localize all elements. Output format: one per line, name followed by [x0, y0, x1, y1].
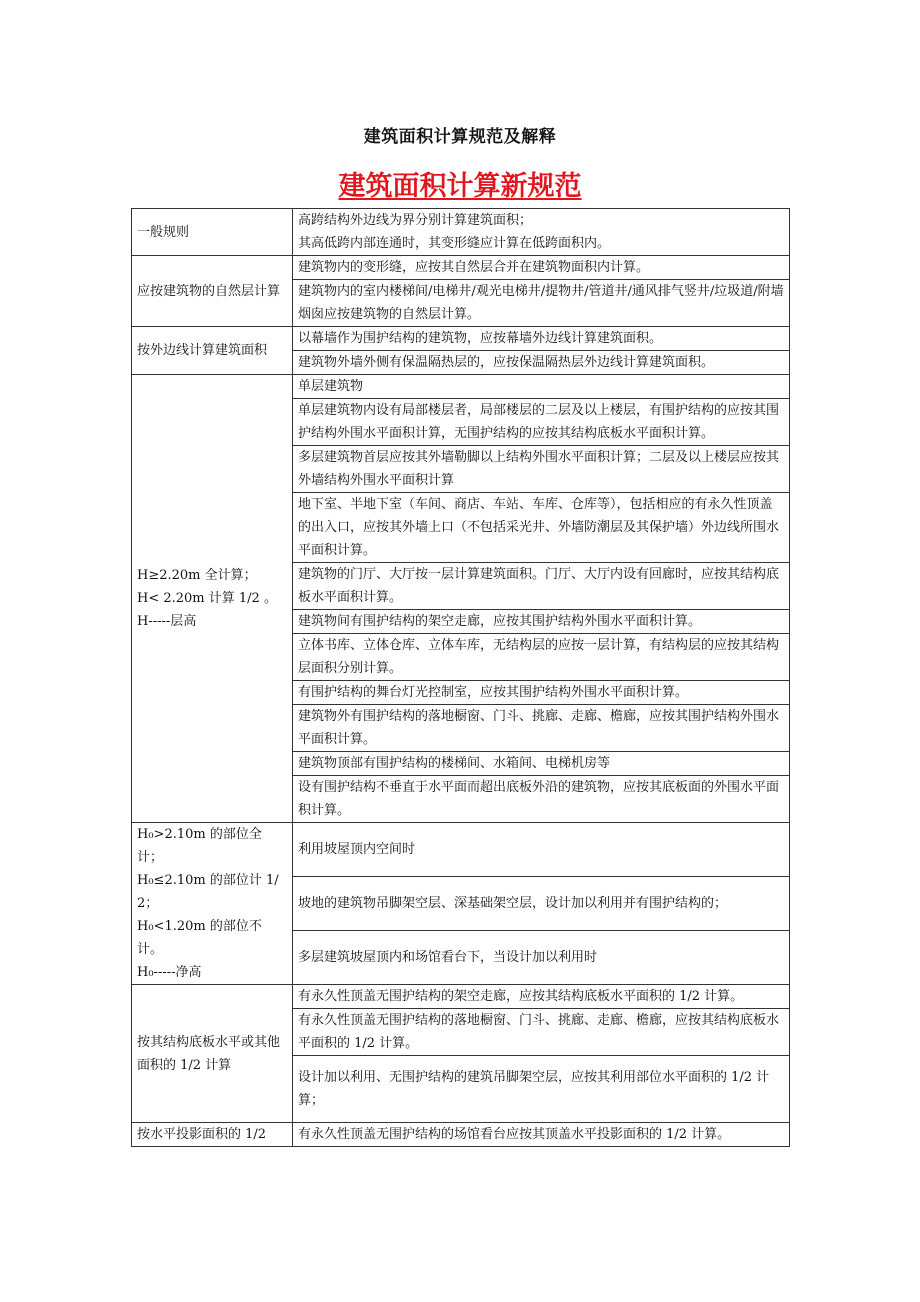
document-title: 建筑面积计算规范及解释	[363, 127, 557, 147]
rules-table-body	[132, 209, 790, 1147]
rule-item: 多层建筑坡屋顶内和场馆看台下，当设计加以利用时	[293, 931, 790, 985]
rule-category: H₀>2.10m 的部位全计； H₀≤2.10m 的部位计 1/2； H₀<1.20m 的部位不计。 H₀-----净高	[132, 823, 293, 985]
rule-item: 建筑物外有围护结构的落地橱窗、门斗、挑廊、走廊、檐廊，应按其围护结构外围水平面积计算。	[293, 705, 790, 752]
rule-item: 地下室、半地下室（车间、商店、车站、车库、仓库等），包括相应的有永久性顶盖的出入口，应按其外墙上口（不包括采光井、外墙防潮层及其保护墙）外边线所围水平面积计算。	[293, 493, 790, 563]
table-row	[132, 327, 790, 351]
rule-item: 有永久性顶盖无围护结构的落地橱窗、门斗、挑廊、走廊、檐廊，应按其结构底板水平面积的 1/2 计算。	[293, 1009, 790, 1056]
rule-item: 设有围护结构不垂直于水平面而超出底板外沿的建筑物，应按其底板面的外围水平面积计算。	[293, 776, 790, 823]
table-row	[132, 256, 790, 280]
rule-category: 应按建筑物的自然层计算	[132, 256, 293, 327]
table-row	[132, 985, 790, 1009]
rule-item: 建筑物内的变形缝，应按其自然层合并在建筑物面积内计算。	[293, 256, 790, 280]
rule-item: 设计加以利用、无围护结构的建筑吊脚架空层，应按其利用部位水平面积的 1/2 计算；	[293, 1056, 790, 1123]
rule-item: 建筑物间有围护结构的架空走廊，应按其围护结构外围水平面积计算。	[293, 610, 790, 634]
rule-category: 按其结构底板水平或其他 面积的 1/2 计算	[132, 985, 293, 1123]
rule-item: 高跨结构外边线为界分别计算建筑面积； 其高低跨内部连通时，其变形缝应计算在低跨面积内。	[293, 209, 790, 256]
table-row	[132, 823, 790, 877]
rule-category: 按水平投影面积的 1/2	[132, 1123, 293, 1147]
rule-category: 一般规则	[132, 209, 293, 256]
rule-item: 坡地的建筑物吊脚架空层、深基础架空层，设计加以利用并有围护结构的；	[293, 877, 790, 931]
rule-item: 单层建筑物内设有局部楼层者，局部楼层的二层及以上楼层，有围护结构的应按其围护结构外围水平面积计算，无围护结构的应按其结构底板水平面积计算。	[293, 399, 790, 446]
rule-item: 建筑物内的室内楼梯间/电梯井/观光电梯井/提物井/管道井/通风排气竖井/垃圾道/附墙烟囱应按建筑物的自然层计算。	[293, 280, 790, 327]
rule-item: 有永久性顶盖无围护结构的架空走廊，应按其结构底板水平面积的 1/2 计算。	[293, 985, 790, 1009]
rule-item: 立体书库、立体仓库、立体车库，无结构层的应按一层计算，有结构层的应按其结构层面积分别计算。	[293, 634, 790, 681]
rule-item: 有永久性顶盖无围护结构的场馆看台应按其顶盖水平投影面积的 1/2 计算。	[293, 1123, 790, 1147]
rule-item: 以幕墙作为围护结构的建筑物，应按幕墙外边线计算建筑面积。	[293, 327, 790, 351]
document-subtitle: 建筑面积计算新规范	[338, 171, 582, 202]
rule-item: 建筑物顶部有围护结构的楼梯间、水箱间、电梯机房等	[293, 752, 790, 776]
rule-category: 按外边线计算建筑面积	[132, 327, 293, 375]
rule-item: 单层建筑物	[293, 375, 790, 399]
rules-table	[131, 208, 790, 1147]
rule-item: 利用坡屋顶内空间时	[293, 823, 790, 877]
rule-category: H≥2.20m 全计算； H< 2.20m 计算 1/2 。 H-----层高	[132, 375, 293, 823]
rule-item: 建筑物外墙外侧有保温隔热层的，应按保温隔热层外边线计算建筑面积。	[293, 351, 790, 375]
table-row	[132, 209, 790, 256]
rule-item: 多层建筑物首层应按其外墙勒脚以上结构外围水平面积计算；二层及以上楼层应按其外墙结构外围水平面积计算	[293, 446, 790, 493]
table-row	[132, 375, 790, 399]
rule-item: 有围护结构的舞台灯光控制室，应按其围护结构外围水平面积计算。	[293, 681, 790, 705]
rule-item: 建筑物的门厅、大厅按一层计算建筑面积。门厅、大厅内设有回廊时，应按其结构底板水平面积计算。	[293, 563, 790, 610]
table-row	[132, 1123, 790, 1147]
